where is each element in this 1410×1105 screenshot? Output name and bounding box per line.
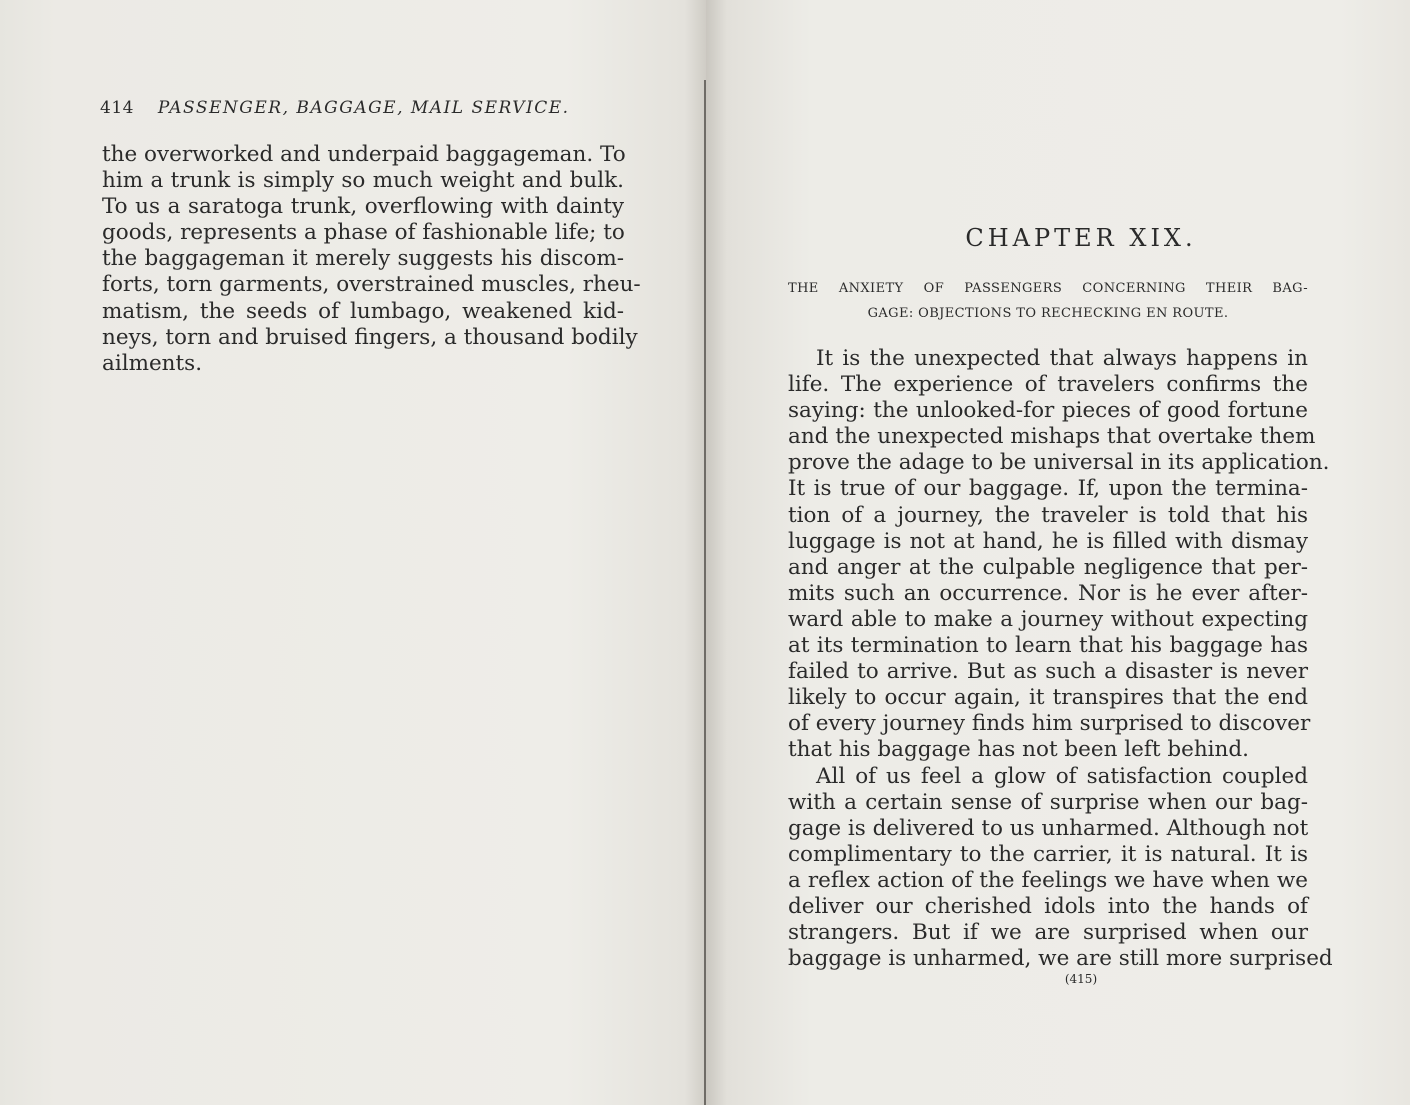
text-line: the overworked and underpaid baggageman. To xyxy=(102,142,626,167)
text-line: forts, torn garments, overstrained muscles, rheu- xyxy=(102,272,641,298)
text-line: a reflex action of the feelings we have when we xyxy=(788,867,1308,893)
text-line: luggage is not at hand, he is filled with dismay xyxy=(788,528,1308,554)
text-line: at its termination to learn that his baggage has xyxy=(788,633,1308,659)
running-title: PASSENGER, BAGGAGE, MAIL SERVICE. xyxy=(157,98,570,118)
page-number: 414 xyxy=(100,98,134,118)
text-line: strangers. But if we are surprised when our xyxy=(788,920,1308,946)
text-line: matism, the seeds of lumbago, weakened kid- xyxy=(102,298,624,324)
text-line: baggage is unharmed, we are still more surprised xyxy=(788,946,1333,972)
right-page xyxy=(706,0,1410,1105)
text-line: It is the unexpected that always happens in xyxy=(816,346,1308,371)
text-line: saying: the unlooked-for pieces of good fortune xyxy=(788,398,1308,424)
text-line: ailments. xyxy=(102,350,203,376)
text-line: life. The experience of travelers confirms the xyxy=(788,372,1308,398)
text-line: To us a saratoga trunk, overflowing with dainty xyxy=(102,194,624,220)
text-line: that his baggage has not been left behind. xyxy=(788,737,1249,763)
text-line: him a trunk is simply so much weight and bulk. xyxy=(102,168,624,194)
text-line: All of us feel a glow of satisfaction coupled xyxy=(816,763,1308,789)
text-line: complimentary to the carrier, it is natural. It is xyxy=(788,841,1308,867)
subtitle-line: THE ANXIETY OF PASSENGERS CONCERNING THEIR BAG- xyxy=(788,281,1308,296)
running-head xyxy=(100,98,640,118)
text-line: tion of a journey, the traveler is told that his xyxy=(788,502,1308,528)
text-line: and anger at the culpable negligence that per- xyxy=(788,554,1308,580)
text-line: the baggageman it merely suggests his discom- xyxy=(102,246,624,272)
text-line: failed to arrive. But as such a disaster is never xyxy=(788,659,1308,685)
text-line: and the unexpected mishaps that overtake them xyxy=(788,424,1316,450)
text-line: mits such an occurrence. Nor is he ever after- xyxy=(788,580,1308,606)
chapter-title: CHAPTER XIX. xyxy=(965,224,1197,252)
text-line: of every journey finds him surprised to discover xyxy=(788,711,1311,737)
text-line: with a certain sense of surprise when our bag- xyxy=(788,789,1308,815)
text-line: ward able to make a journey without expecting xyxy=(788,606,1308,632)
text-line: prove the adage to be universal in its application. xyxy=(788,450,1330,476)
page-folio: (415) xyxy=(1064,972,1098,986)
text-line: It is true of our baggage. If, upon the termina- xyxy=(788,476,1308,502)
text-line: deliver our cherished idols into the hands of xyxy=(788,893,1308,919)
left-body-text xyxy=(102,142,641,377)
subtitle-line: GAGE: OBJECTIONS TO RECHECKING EN ROUTE. xyxy=(867,306,1229,321)
text-line: neys, torn and bruised fingers, a thousand bodily xyxy=(102,324,638,350)
text-line: goods, represents a phase of fashionable life; to xyxy=(102,220,625,246)
chapter-subtitle xyxy=(788,276,1308,326)
text-line: likely to occur again, it transpires that the end xyxy=(788,685,1308,711)
text-line: gage is delivered to us unharmed. Although not xyxy=(788,815,1309,841)
right-body-text xyxy=(788,346,1333,972)
